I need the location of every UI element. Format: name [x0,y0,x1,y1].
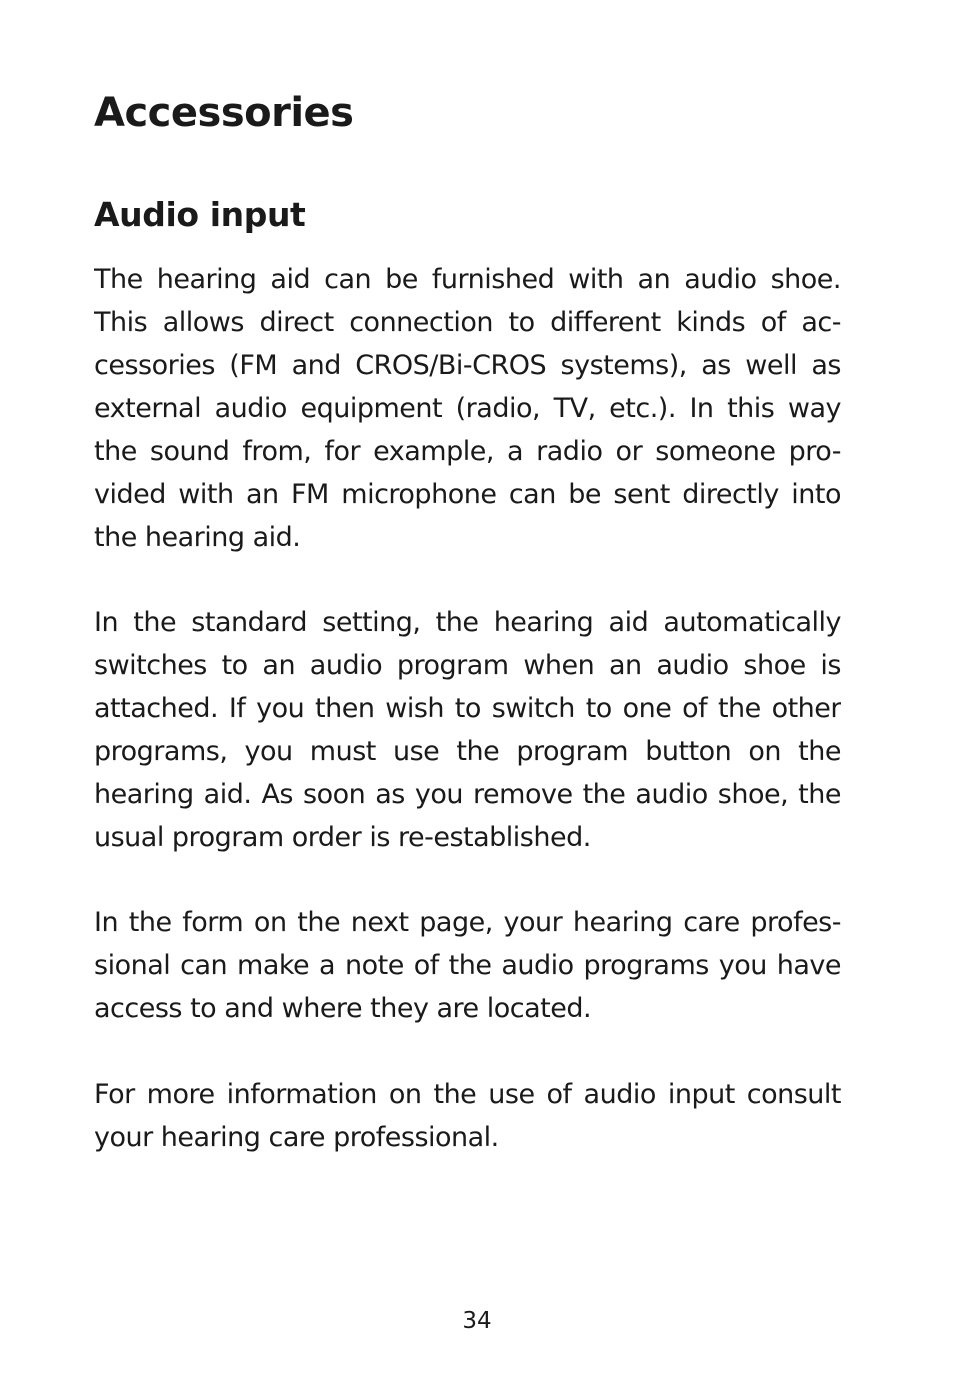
paragraph-line: For more information on the use of audio input consult [94,1079,841,1110]
paragraph-line: This allows direct connection to different kinds of ac- [94,307,841,338]
paragraph-line: the hearing aid. [94,522,301,553]
paragraph-line: external audio equipment (radio, TV, etc.). In this way [94,393,841,424]
paragraph-line: switches to an audio program when an audio shoe is [94,650,841,681]
paragraph-standard-setting [94,601,841,859]
paragraph-line: The hearing aid can be furnished with an audio shoe. [94,264,841,295]
paragraph-line: sional can make a note of the audio programs you have [94,950,841,981]
paragraph-form-note [94,901,841,1030]
section-heading: Audio input [94,195,306,234]
paragraph-line: hearing aid. As soon as you remove the audio shoe, the [94,779,841,810]
paragraph-line: access to and where they are located. [94,993,592,1024]
paragraph-audio-shoe-intro [94,258,841,559]
paragraph-line: vided with an FM microphone can be sent directly into [94,479,841,510]
paragraph-line: the sound from, for example, a radio or someone pro- [94,436,841,467]
paragraph-line: In the standard setting, the hearing aid automatically [94,607,841,638]
page-number: 34 [462,1308,492,1334]
page-title: Accessories [94,90,354,136]
paragraph-line: programs, you must use the program button on the [94,736,841,767]
paragraph-line: your hearing care professional. [94,1122,499,1153]
paragraph-more-information [94,1073,841,1159]
paragraph-line: In the form on the next page, your hearing care profes- [94,907,841,938]
paragraph-line: usual program order is re-established. [94,822,591,853]
paragraph-line: attached. If you then wish to switch to one of the other [94,693,841,724]
paragraph-line: cessories (FM and CROS/Bi-CROS systems), as well as [94,350,841,381]
